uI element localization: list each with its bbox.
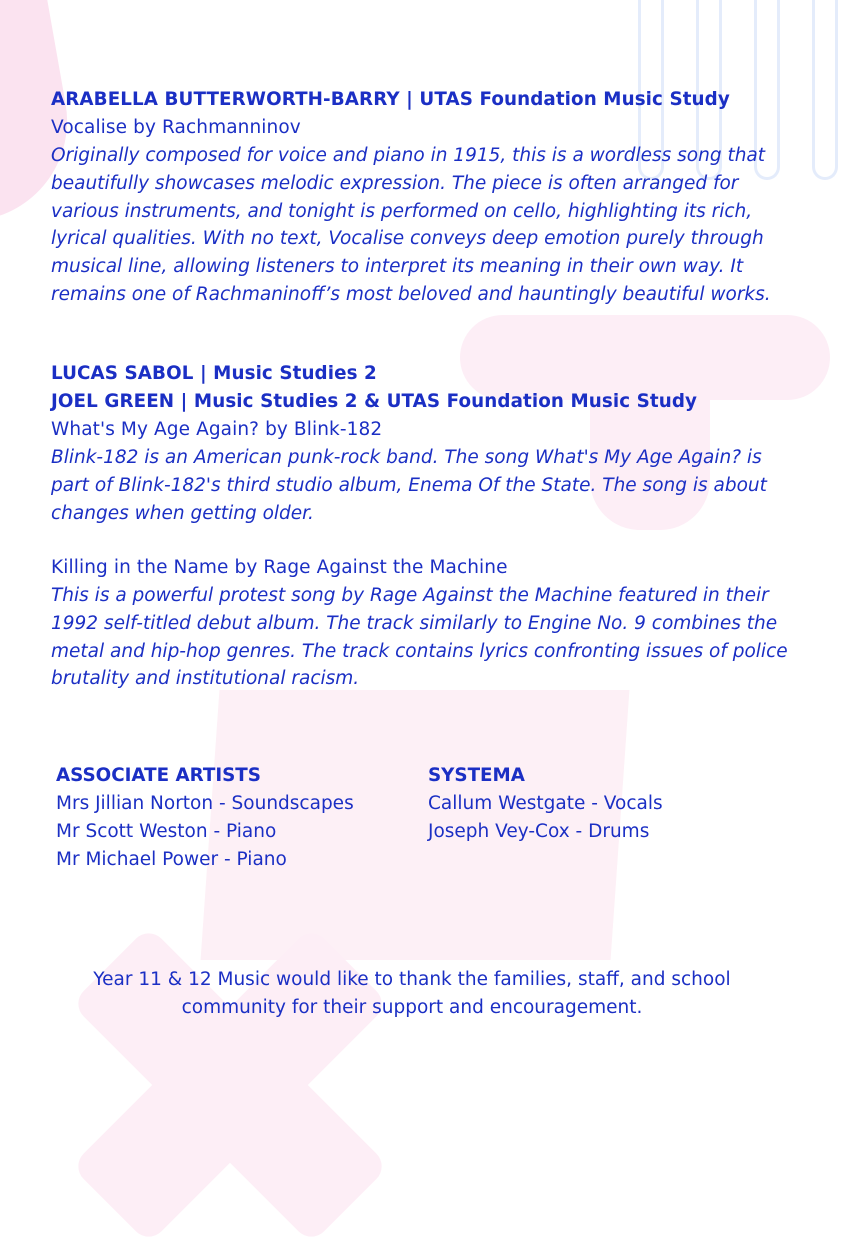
performer-heading: LUCAS SABOL | Music Studies 2 xyxy=(51,363,377,384)
systema-heading: SYSTEMA xyxy=(428,765,525,786)
description-line: beautifully showcases melodic expression. The piece is often arranged for xyxy=(51,172,739,194)
description-line: changes when getting older. xyxy=(51,502,314,524)
piece-description xyxy=(51,142,771,309)
description-line: brutality and institutional racism. xyxy=(51,668,360,690)
thank-you-message xyxy=(0,966,824,1022)
artist-item: Joseph Vey-Cox - Drums xyxy=(428,821,650,842)
description-line: 1992 self-titled debut album. The track similarly to Engine No. 9 combines the xyxy=(51,612,778,634)
description-line: Blink-182 is an American punk-rock band. The song What's My Age Again? is xyxy=(51,447,762,468)
artist-item: Mr Scott Weston - Piano xyxy=(56,821,277,842)
thanks-line: community for their support and encouragement. xyxy=(181,997,643,1018)
description-line: various instruments, and tonight is performed on cello, highlighting its rich, xyxy=(51,200,753,222)
associate-artists-heading: ASSOCIATE ARTISTS xyxy=(56,765,261,786)
description-line: lyrical qualities. With no text, Vocalise conveys deep emotion purely through xyxy=(51,228,764,250)
artist-item: Mrs Jillian Norton - Soundscapes xyxy=(56,793,354,814)
description-line: This is a powerful protest song by Rage Against the Machine featured in their xyxy=(51,585,769,606)
description-line: part of Blink-182's third studio album, Enema Of the State. The song is about xyxy=(51,474,767,496)
description-line: remains one of Rachmaninoff’s most beloved and hauntingly beautiful works. xyxy=(51,283,771,305)
description-line: metal and hip-hop genres. The track contains lyrics confronting issues of police xyxy=(51,640,788,662)
artist-item: Mr Michael Power - Piano xyxy=(56,849,287,870)
associate-artists-list xyxy=(56,762,354,874)
piece-title: Killing in the Name by Rage Against the Machine xyxy=(51,557,508,578)
piece-title: Vocalise by Rachmanninov xyxy=(51,117,301,138)
piece-title: What's My Age Again? by Blink-182 xyxy=(51,419,383,440)
description-line: Originally composed for voice and piano in 1915, this is a wordless song that xyxy=(51,145,766,166)
piece-description xyxy=(51,582,788,693)
piece-description xyxy=(51,444,767,527)
artist-item: Callum Westgate - Vocals xyxy=(428,793,663,814)
performer-heading: ARABELLA BUTTERWORTH-BARRY | UTAS Foundation Music Study xyxy=(51,89,730,110)
description-line: musical line, allowing listeners to interpret its meaning in their own way. It xyxy=(51,256,744,278)
systema-list xyxy=(428,762,663,846)
performer-heading: JOEL GREEN | Music Studies 2 & UTAS Foundation Music Study xyxy=(51,391,698,412)
thanks-line: Year 11 & 12 Music would like to thank the families, staff, and school xyxy=(93,969,731,990)
